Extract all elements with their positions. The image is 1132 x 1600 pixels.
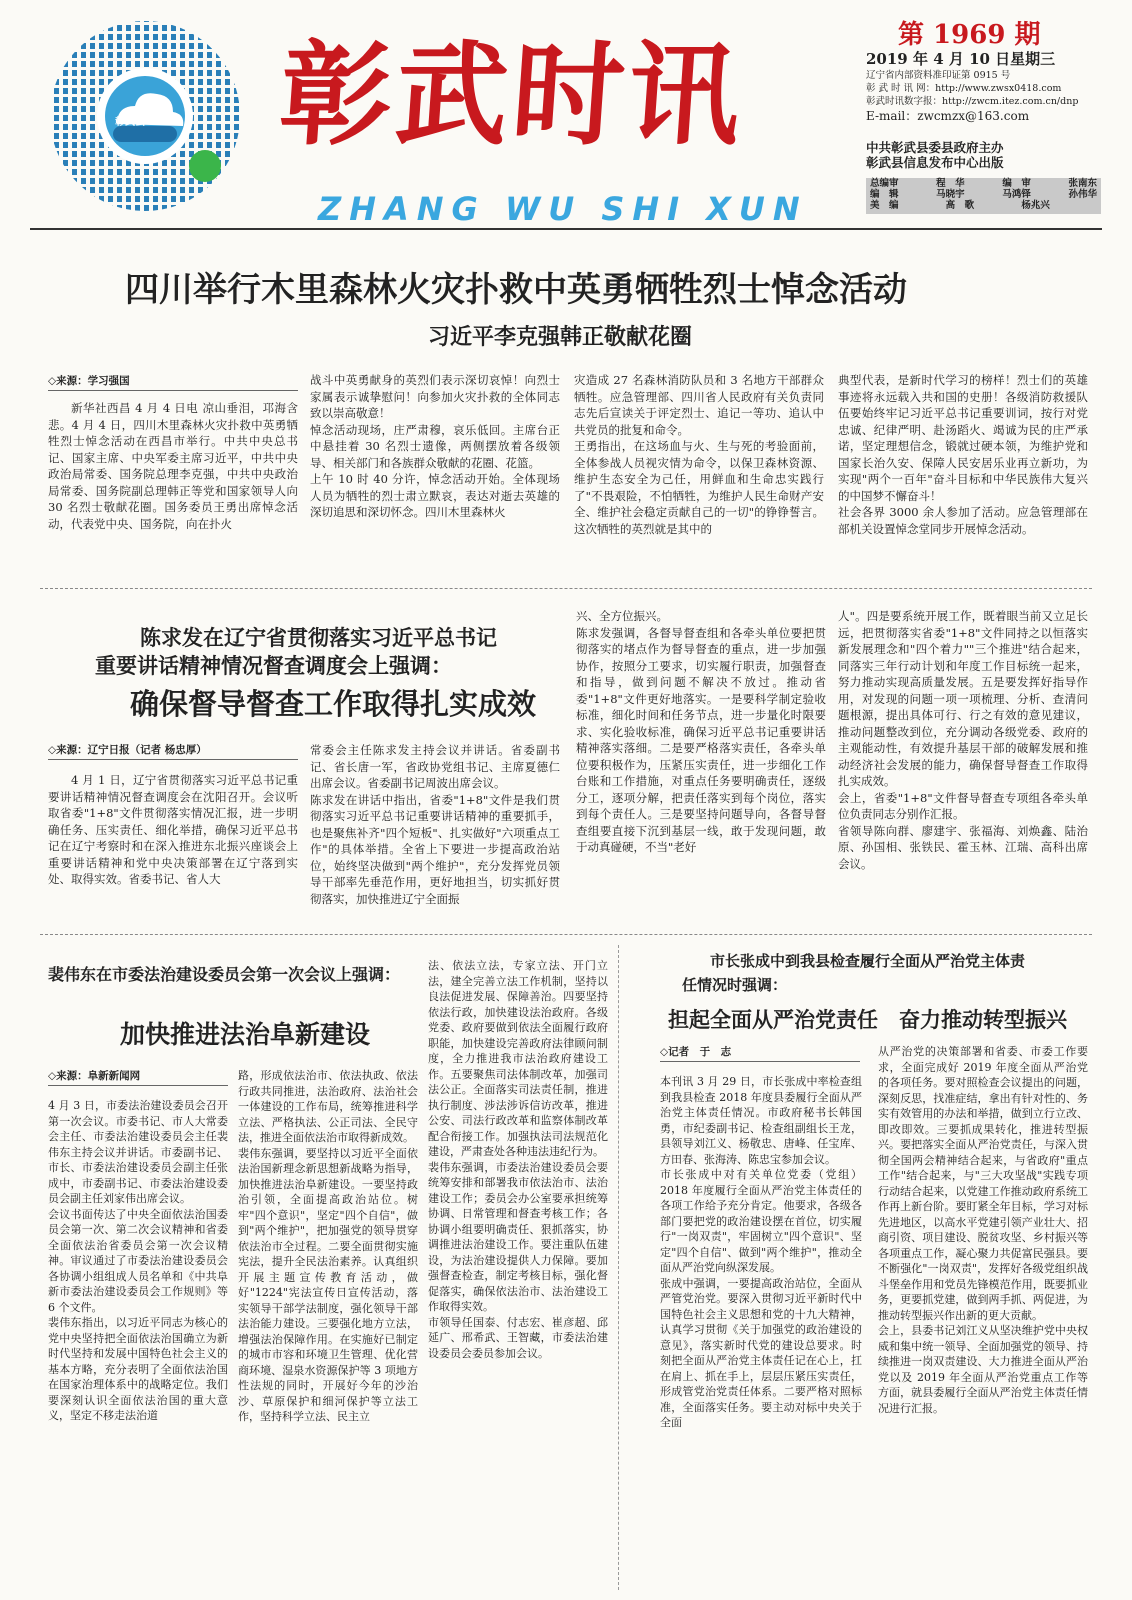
issue-number: 第 1969 期	[898, 20, 1041, 50]
website: 彰 武 时 讯 网：http://www.zwsx0418.com	[866, 83, 1062, 94]
article4-source: ◇记者 于 志	[660, 1046, 732, 1058]
staff-row-3	[866, 200, 1101, 211]
staff-cell: 马晓宇	[936, 189, 965, 200]
mini-program-code	[45, 16, 245, 216]
issue-date: 2019 年 4 月 10 日星期三	[866, 50, 1056, 68]
source-rule	[48, 759, 298, 760]
article1-col3	[574, 372, 824, 568]
column-divider	[618, 945, 619, 1590]
article4-kicker-1: 市长张成中到我县检查履行全面从严治党主体责	[710, 952, 1026, 970]
paragraph: 典型代表，是新时代学习的榜样！烈士们的英雄事迹将永远载入共和国的史册！各级消防救援队伍要始终牢记习近平总书记重要训词，按行对党忠诚、纪律严明、赴汤蹈火、竭诚为民的庄严承诺，坚定理想信念，锻就过硬本领，为维护党和国家长治久安、保障人民安居乐业再立新功，为实现"两个一百年"奋斗目标和中华民族伟大复兴的中国梦不懈奋斗！ 社会各界 3000 余人参加了活动。应急管理部在部机关设置悼念堂同步开展悼念活动。	[838, 373, 1088, 536]
publisher-info	[866, 140, 1004, 170]
section-divider	[40, 934, 1092, 935]
article2-kicker-2: 重要讲话精神情况督查调度会上强调：	[95, 653, 452, 678]
article2-col1	[48, 772, 298, 920]
paragraph: 法、依法立法，专家立法、开门立法，建全完善立法工作机制，坚持以良法促进发展、保障善治。四要坚持依法行政，加快建设法治政府。各级党委、政府要做到依法全面履行政府职能，加快建设完善政府法律顾问制度，全力推进我市法治政府建设工作。五要聚焦司法体制改革，加强司法公正。全面落实司法责任制，推进执行制度、涉法涉诉信访改革，推进公安、司法行政改革和监察体制改革配合衔接工作。加强执法司法规范化建设，严肃查处各种违法违纪行为。 裴伟东强调，市委法治建设委员会要统筹安排和部署我市依法治市、法治建设工作；委员会办公室要承担统筹协调、日常管理和督查考核工作；各协调小组要明确责任、狠抓落实，协调推进法治建设工作。要注重队伍建设，为法治建设提供人力保障。要加强督查检查，制定考核目标，强化督促落实，确保依法治市、法治建设工作取得实效。 市领导任国泰、付志宏、崔彦超、邱延广、邢希武、王智藏，市委法治建设委员会委员参加会议。	[428, 959, 608, 1360]
staff-cell: 张南东	[1068, 178, 1097, 189]
masthead-rule	[30, 228, 1102, 230]
article3-kicker: 裴伟东在市委法治建设委员会第一次会议上强调：	[48, 965, 401, 984]
email: E-mail：zwcmzx@163.com	[866, 109, 1030, 123]
section-divider	[40, 588, 1092, 589]
article2-col2	[310, 742, 560, 920]
source-rule	[660, 1061, 860, 1062]
staff-row-2	[866, 189, 1101, 200]
article4-kicker-2: 任情况时强调：	[682, 976, 788, 994]
paragraph: 战斗中英勇献身的英烈们表示深切哀悼！向烈士家属表示诚挚慰问！向参加火灾扑救的全体同志致以崇高敬意！ 悼念活动现场，庄严肃穆，哀乐低回。主席台正中悬挂着 30 名烈士遗像，两侧摆放着各级领导、相关部门和各族群众敬献的花圈、花篮。 上午 10 时 40 分许，悼念活动开始。全体现场人员为牺牲的烈士肃立默哀，表达对逝去英雄的深切追思和深切怀念。四川木里森林火	[310, 373, 560, 519]
source-rule	[48, 1085, 228, 1086]
article2-source: ◇来源：辽宁日报（记者 杨忠厚）	[48, 744, 207, 756]
staff-cell: 编 辑	[870, 189, 899, 200]
staff-cell: 程 华	[936, 178, 965, 189]
staff-cell: 马鸿铎	[1002, 189, 1031, 200]
publisher-line-1: 中共彰武县委县政府主办	[866, 140, 1004, 155]
article2-col3	[576, 608, 826, 920]
article1-col2	[310, 372, 560, 568]
staff-cell: 孙伟华	[1068, 189, 1097, 200]
article1-col1	[48, 400, 298, 568]
staff-box	[866, 178, 1101, 214]
paragraph: 4 月 3 日，市委法治建设委员会召开第一次会议。市委书记、市人大常委会主任、市委法治建设委员会主任裴伟东主持会议并讲话。市委副书记、市长、市委法治建设委员会副主任张成中，市委副书记、市委法治建设委员会副主任刘家伟出席会议。 会议书面传达了中央全面依法治国委员会第一次、第二次会议精神和省委全面依法治省委员会第一次会议精神。审议通过了市委法治建设委员会各协调小组组成人员名单和《中共阜新市委法治建设委员会工作规则》等 6 个文件。 裴伟东指出，以习近平同志为核心的党中央坚持把全面依法治国确立为新时代坚持和发展中国特色社会主义的基本方略，充分表明了全面依法治国在国家治理体系中的战略定位。我们要深刻认识全面依法治国的重大意义，坚定不移走法治道	[48, 1099, 228, 1422]
digital-edition: 彰武时讯数字报：http://zwcm.itez.com.cn/dnp	[866, 96, 1079, 107]
staff-cell: 总编审	[870, 178, 899, 189]
article1-headline: 四川举行木里森林火灾扑救中英勇牺牲烈士悼念活动	[125, 270, 907, 310]
article3-col3	[428, 958, 608, 1585]
article1-source: ◇来源：学习强国	[48, 375, 130, 387]
staff-cell: 高 歌	[945, 200, 975, 211]
article4-headline: 担起全面从严治党责任 奋力推动转型振兴	[668, 1007, 1067, 1032]
article4-col1	[660, 1074, 862, 1585]
license-number: 辽宁省内部资料准印证第 0915 号	[866, 70, 1011, 81]
article3-headline: 加快推进法治阜新建设	[120, 1020, 371, 1049]
paragraph: 从严治党的决策部署和省委、市委工作要求，全面完成好 2019 年度全面从严治党的各项任务。要对照检查会议提出的问题，深刻反思，找准症结，拿出有针对性的、务实有效管用的办法和举措，做到立行立改、即改即效。三要抓成果转化，推进转型振兴。要把落实全面从严治党责任，与深入贯彻全国两会精神结合起来，与省政府"重点工作"结合起来，与"三大攻坚战"实践专项行动结合起来，以党建工作推动政府系统工作再上新台阶。要盯紧全年目标，学习对标先进地区，以高水平党建引领产业壮大、招商引资、项目建设、脱贫攻坚、乡村振兴等各项重点工作，凝心聚力共促富民强县。要不断强化"一岗双责"，发挥好各级党组织战斗堡垒作用和党员先锋模范作用，既要抓业务，更要抓党建，做到两手抓、两促进，为推动转型振兴作出新的更大贡献。 会上，县委书记刘江义从坚决维护党中央权威和集中统一领导、全面加强党的领导、持续推进一岗双责建设、大力推进全面从严治党以及 2019 年全面从严治党重点工作等方面，就县委履行全面从严治党主体责任情况进行汇报。	[878, 1045, 1088, 1415]
article4-col2	[878, 1044, 1088, 1585]
paragraph: 兴、全方位振兴。 陈求发强调，各督导督查组和各牵头单位要把贯彻落实的堵点作为督导督查的重点，进一步加强协作，按照分工要求，切实履行职责，加强督查和指导，做到问题不解决不放过。推动省委"1+8"文件更好地落实。一是要科学制定验收标准，细化时间和任务节点，进一步量化时限要求、实化验收标准，确保习近平总书记重要讲话精神落实落细。二是要严格落实责任，各牵头单位要积极作为，压紧压实责任，进一步细化工作台账和工作措施，对重点任务要明确责任，逐级分工，逐项分解，把责任落实到每个岗位，落实到每个责任人。三是要坚持问题导向，各督导督查组要直接下沉到基层一线，敢于发现问题，敢于动真碰硬，不当"老好	[576, 609, 826, 854]
article1-col4	[838, 372, 1088, 568]
paragraph: 人"。四是要系统开展工作，既着眼当前又立足长远，把贯彻落实省委"1+8"文件同持之以恒落实新发展理念和"四个着力""三个推进"结合起来，同落实三年行动计划和年度工作目标统一起来，努力推动实现高质量发展。五是要发挥好指导作用，对发现的问题一项一项梳理、分析、查清问题根源，提出具体可行、行之有效的意见建议，推动问题整改到位，充分调动各级党委、政府的主观能动性，有效提升基层干部的破解发展和推动经济社会发展的能力，确保督导督查工作取得扎实成效。 会上，省委"1+8"文件督导督查专项组各牵头单位负责同志分别作汇报。 省领导陈向群、廖建宇、张福海、刘焕鑫、陆治原、孙国相、张铁民、霍玉林、江瑞、高科出席会议。	[838, 609, 1088, 871]
article3-col2	[238, 1068, 418, 1585]
paragraph: 常委会主任陈求发主持会议并讲话。省委副书记、省长唐一军，省政协党组书记、主席夏德仁出席会议。省委副书记周波出席会议。 陈求发在讲话中指出，省委"1+8"文件是我们贯彻落实习近平总书记重要讲话精神的重要抓手，也是聚焦补齐"四个短板"、扎实做好"六项重点工作"的具体举措。全省上下要进一步提高政治站位，始终坚决做到"两个维护"，充分发挥党员领导干部率先垂范作用，更好地担当，切实抓好贯彻落实，加快推进辽宁全面振	[310, 743, 560, 906]
article1-subhead: 习近平李克强韩正敬献花圈	[428, 324, 693, 350]
paragraph: 本刊讯 3 月 29 日，市长张成中率检查组到我县检查 2018 年度县委履行全面从严治党主体责任情况。市政府秘书长韩国勇，市纪委副书记、检查组副组长王龙，县领导刘江义、杨敬忠、唐峰、任宝库、方田春、张海涛、陈忠宝参加会议。 市长张成中对有关单位党委（党组）2018 年度履行全面从严治党主体责任的各项工作给予充分肯定。他要求，各级各部门要把党的政治建设摆在首位，切实履行"一岗双责"，牢固树立"四个意识"、坚定"四个自信"、做到"两个维护"，推动全面从严治党向纵深发展。 张成中强调，一要提高政治站位，全面从严管党治党。要深入贯彻习近平新时代中国特色社会主义思想和党的十九大精神，认真学习贯彻《关于加强党的政治建设的意见》，落实新时代党的建设总要求。时刻把全面从严治党主体责任记在心上，扛在肩上、抓在手上，层层压紧压实责任，形成管党治党责任体系。二要严格对照标准，全面落实任务。要主动对标中央关于全面	[660, 1075, 862, 1429]
qr-label: 彰武云	[115, 117, 145, 128]
paragraph: 新华社西昌 4 月 4 日电 凉山垂泪，邛海含悲。4 月 4 日，四川木里森林火灾扑救中英勇牺牲烈士悼念活动在西昌市举行。中共中央总书记、国家主席、中央军委主席习近平，中共中央政治局常委、国务院总理李克强，中共中央政治局常委、国务院副总理韩正等党和国家领导人向 30 名烈士敬献花圈。国务委员王勇出席悼念活动，代表党中央、国务院，向在扑火	[48, 401, 298, 531]
article3-source: ◇来源：阜新新闻网	[48, 1070, 141, 1082]
article2-kicker-1: 陈求发在辽宁省贯彻落实习近平总书记	[140, 625, 497, 650]
paragraph: 灾造成 27 名森林消防队员和 3 名地方干部群众牺牲。应急管理部、四川省人民政府有关负责同志先后宣读关于评定烈士、追记一等功、追认中共党员的批复和命令。 王勇指出，在这场血与火、生与死的考验面前，全体参战人员视灾情为命令，以保卫森林资源、维护生态安全为己任，用鲜血和生命忠实践行了"不畏艰险，不怕牺牲，为维护人民生命财产安全、维护社会稳定贡献自己的一切"的铮铮誓言。这次牺牲的英烈就是其中的	[574, 373, 824, 536]
article2-col4	[838, 608, 1088, 920]
newspaper-title-pinyin: ZHANG WU SHI XUN	[318, 190, 808, 228]
paragraph: 4 月 1 日，辽宁省贯彻落实习近平总书记重要讲话精神情况督查调度会在沈阳召开。会议听取省委"1+8"文件贯彻落实情况汇报，进一步明确任务、压实责任、细化举措，确保习近平总书记在辽宁考察时和在深入推进东北振兴座谈会上重要讲话精神和党中央决策部署在辽宁落到实处、取得实效。省委书记、省人大	[48, 773, 298, 886]
article2-headline: 确保督导督查工作取得扎实成效	[130, 687, 537, 721]
staff-row-1	[866, 178, 1101, 189]
staff-cell: 杨兆兴	[1021, 200, 1050, 211]
article3-col1	[48, 1098, 228, 1585]
staff-cell: 美 编	[870, 200, 899, 211]
newspaper-title: 彰武时讯	[275, 30, 749, 161]
paragraph: 路，形成依法治市、依法执政、依法行政共同推进，法治政府、法治社会一体建设的工作布局，统筹推进科学立法、严格执法、公正司法、全民守法，推进全面依法治市取得新成效。 裴伟东强调，要坚持以习近平全面依法治国新理念新思想新战略为指导，加快推进法治阜新建设。一要坚持政治引领，全面提高政治站位。树牢"四个意识"，坚定"四个自信"，做到"两个维护"，把加强党的领导贯穿依法治市全过程。二要全面贯彻实施宪法，提升全民法治素养。认真组织开展主题宣传教育活动，做好"1224"宪法宣传日宣传活动，落实领导干部学法制度，强化领导干部法治能力建设。三要强化地方立法，增强法治保障作用。在实施好已制定的城市市容和环境卫生管理、优化营商环境、湿泉水资源保护等 3 项地方性法规的同时，开展好今年的沙治沙、草原保护和细河保护等立法工作，坚持科学立法、民主立	[238, 1069, 418, 1423]
publisher-line-2: 彰武县信息发布中心出版	[866, 155, 1004, 170]
source-rule	[48, 390, 298, 391]
staff-cell: 编 审	[1002, 178, 1031, 189]
